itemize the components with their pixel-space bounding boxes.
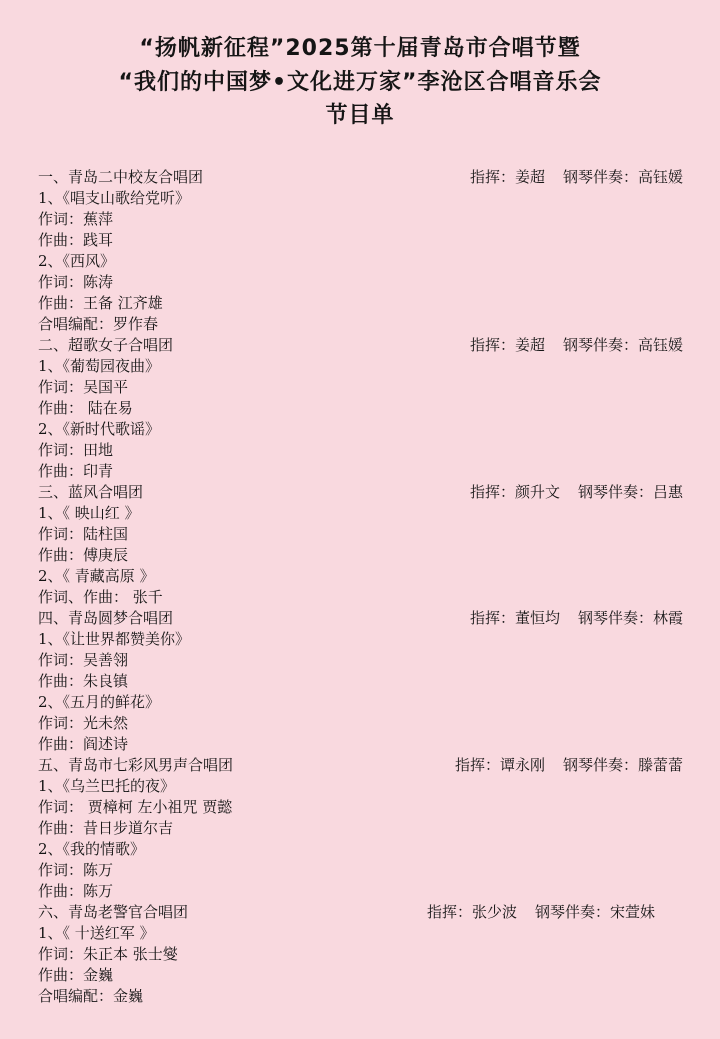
group-performers: [427, 902, 655, 923]
song-title: 2、《新时代歌谣》: [38, 420, 161, 438]
song-credit: 作词：陈万: [38, 861, 114, 879]
song-credit: 作词： 贾樟柯 左小祖咒 贾懿: [38, 798, 233, 816]
song-title: 2、《西风》: [38, 252, 116, 270]
group-performers: [455, 755, 683, 776]
song-credit: 作曲：昔日步道尔吉: [38, 819, 174, 837]
song-title: 1、《乌兰巴托的夜》: [38, 777, 176, 795]
song-credit: 合唱编配：金巍: [38, 987, 144, 1005]
song-credit: 作词：朱正本 张士燮: [38, 945, 178, 963]
song-credit: 作词：吴善翎: [38, 651, 129, 669]
title-line-2: “我们的中国梦•文化进万家”李沧区合唱音乐会: [118, 70, 602, 95]
group-name: 四、青岛圆梦合唱团: [38, 609, 174, 627]
pianist: 钢琴伴奏：吕惠: [577, 483, 683, 501]
pianist: 钢琴伴奏：高钰媛: [562, 168, 683, 186]
conductor: 指挥：谭永刚: [454, 756, 545, 774]
group-header: [38, 902, 683, 923]
group-header: [38, 608, 683, 629]
song-credit: 作词：陈涛: [38, 273, 114, 291]
song-credit: 作词：吴国平: [38, 378, 129, 396]
song-credit: 作曲：朱良镇: [38, 672, 129, 690]
song-title: 2、《 青藏高原 》: [38, 567, 155, 585]
song-credit: 作词：蕉萍: [38, 210, 114, 228]
conductor: 指挥：姜超: [469, 168, 545, 186]
group-name: 一、青岛二中校友合唱团: [38, 168, 204, 186]
program-list: [38, 167, 683, 1007]
group-performers: [470, 608, 683, 629]
song-credit: 作词、作曲： 张千: [38, 588, 163, 606]
group-performers: [470, 482, 683, 503]
conductor: 指挥：颜升文: [469, 483, 560, 501]
pianist: 钢琴伴奏：滕蕾蕾: [562, 756, 683, 774]
song-title: 1、《 十送红军 》: [38, 924, 155, 942]
group-name: 六、青岛老警官合唱团: [38, 903, 189, 921]
conductor: 指挥：董恒均: [469, 609, 560, 627]
song-credit: 作曲： 陆在易: [38, 399, 133, 417]
group-name: 五、青岛市七彩风男声合唱团: [38, 756, 234, 774]
song-credit: 作词：陆柱国: [38, 525, 129, 543]
pianist: 钢琴伴奏：高钰媛: [562, 336, 683, 354]
title-line-3: 节目单: [325, 103, 395, 128]
song-credit: 作曲：王备 江齐雄: [38, 294, 163, 312]
group-header: [38, 167, 683, 188]
group-name: 三、蓝风合唱团: [38, 483, 144, 501]
group-performers: [470, 167, 683, 188]
song-title: 2、《五月的鲜花》: [38, 693, 161, 711]
song-credit: 作曲：傅庚辰: [38, 546, 129, 564]
song-title: 2、《我的情歌》: [38, 840, 146, 858]
group-header: [38, 335, 683, 356]
pianist: 钢琴伴奏：林霞: [577, 609, 683, 627]
conductor: 指挥：张少波: [426, 903, 517, 921]
group-header: [38, 482, 683, 503]
group-name: 二、超歌女子合唱团: [38, 336, 174, 354]
song-credit: 作曲：金巍: [38, 966, 114, 984]
title-line-1: “扬帆新征程”2025第十届青岛市合唱节暨: [139, 36, 581, 61]
song-credit: 作曲：印青: [38, 462, 114, 480]
group-performers: [470, 335, 683, 356]
song-title: 1、《葡萄园夜曲》: [38, 357, 161, 375]
pianist: 钢琴伴奏：宋萱妹: [534, 903, 655, 921]
song-credit: 作曲：践耳: [38, 231, 114, 249]
group-header: [38, 755, 683, 776]
song-title: 1、《 映山红 》: [38, 504, 140, 522]
song-title: 1、《让世界都赞美你》: [38, 630, 191, 648]
song-credit: 作词：田地: [38, 441, 114, 459]
song-credit: 作曲：陈万: [38, 882, 114, 900]
song-credit: 作曲：阎述诗: [38, 735, 129, 753]
conductor: 指挥：姜超: [469, 336, 545, 354]
song-credit: 作词：光未然: [38, 714, 129, 732]
song-title: 1、《唱支山歌给党听》: [38, 189, 191, 207]
song-credit: 合唱编配：罗作春: [38, 315, 159, 333]
